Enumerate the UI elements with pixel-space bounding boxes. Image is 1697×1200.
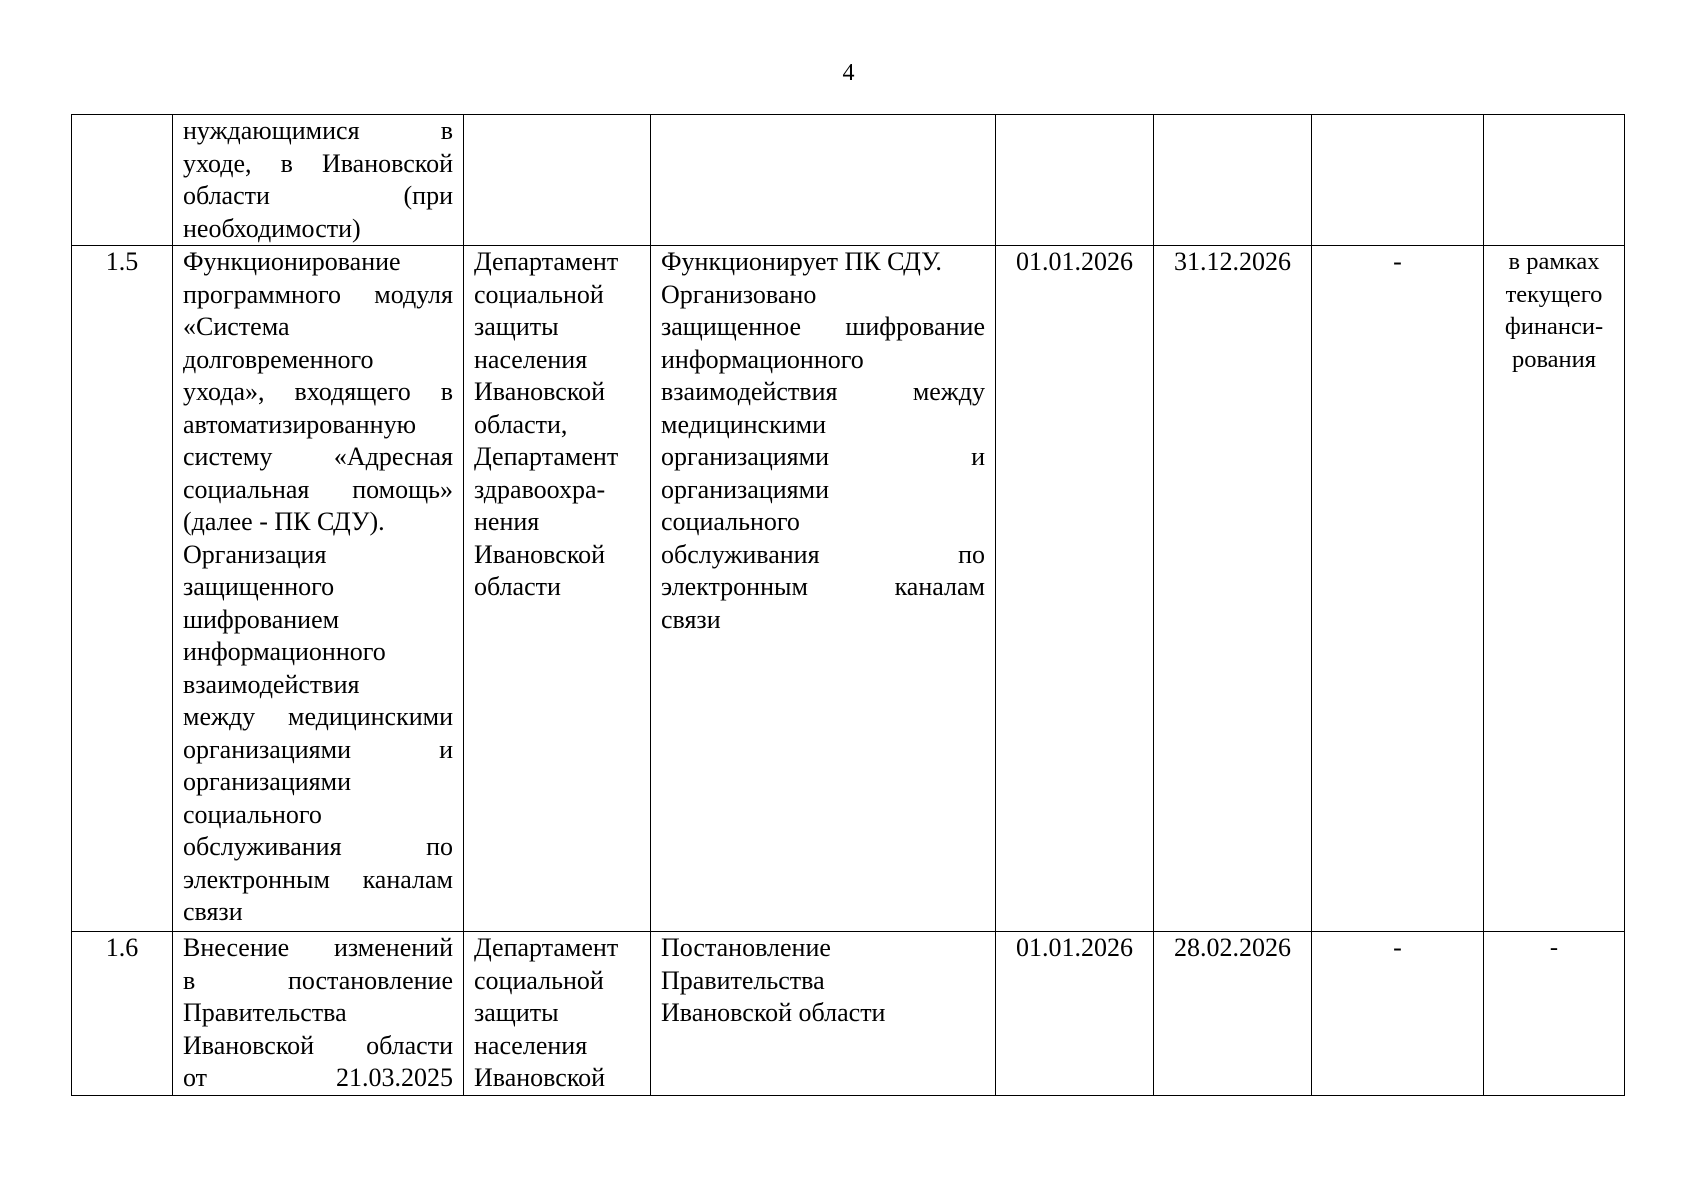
expected-result-cell-line: Ивановской области <box>661 998 886 1027</box>
measure-description-cell-line: необходимости) <box>183 213 361 243</box>
expected-result-cell-line: информационного <box>661 344 864 374</box>
end-date-cell <box>1154 115 1312 246</box>
expected-result-cell <box>651 932 996 1096</box>
table-row <box>72 246 1625 932</box>
expected-result-cell <box>651 115 996 246</box>
measure-description-cell-line: уходе, в Ивановской <box>183 148 453 178</box>
funding-source-cell <box>1484 246 1625 932</box>
measure-description-cell-line: систему «Адресная <box>183 442 453 471</box>
expected-result-cell-line: медицинскими <box>661 409 826 439</box>
measure-description-cell-line: организациями <box>183 767 351 796</box>
measure-description-cell-line: между медицинскими <box>183 702 453 731</box>
measure-description-cell-line: автоматизированную <box>183 409 417 439</box>
measure-description-cell-line: (далее - ПК СДУ). <box>183 507 385 536</box>
measure-description-cell <box>173 932 464 1096</box>
responsible-executor-cell-line: Ивановской <box>474 539 606 569</box>
page-number: 4 <box>842 60 855 86</box>
funding-source-cell-line: текущего <box>1505 280 1603 308</box>
measure-description-cell <box>173 246 464 932</box>
measure-description-cell-line: Внесение изменений <box>183 933 453 962</box>
measure-description-cell-line: от 21.03.2025 <box>183 1063 453 1092</box>
table-row <box>72 115 1625 246</box>
measure-description-cell-line: шифрованием <box>183 604 340 634</box>
expected-result-cell-line: обслуживания по <box>661 539 985 569</box>
responsible-executor-cell-line: Ивановской <box>474 1063 606 1092</box>
expected-result-cell-line: организациями <box>661 474 829 504</box>
measure-description-cell-line: области (при <box>183 181 453 210</box>
row-number-cell: 1.5 <box>72 246 173 932</box>
responsible-executor-cell-line: защиты <box>474 998 559 1027</box>
measure-description-cell-line: «Система <box>183 312 290 341</box>
measure-description-cell-line: Функционирование <box>183 247 401 276</box>
measures-table <box>71 114 1625 1096</box>
responsible-executor-cell-line: социальной <box>474 279 604 309</box>
funding-source-cell-line: рования <box>1511 345 1597 373</box>
measure-description-cell-line: программного модуля <box>183 279 453 309</box>
expected-result-cell-line: социального <box>661 507 800 536</box>
responsible-executor-cell-line: защиты <box>474 312 559 341</box>
expected-result-cell-line: Постановление <box>661 933 831 962</box>
measure-description-cell-line: информационного <box>183 637 386 666</box>
funding-amount-cell <box>1312 115 1484 246</box>
responsible-executor-cell-line: здравоохра- <box>474 474 606 504</box>
funding-source-cell-line: финанси- <box>1504 313 1604 340</box>
measure-description-cell-line: обслуживания по <box>183 832 453 861</box>
measure-description-cell-line: организациями и <box>183 734 453 764</box>
responsible-executor-cell-line: населения <box>474 1030 588 1060</box>
expected-result-cell-line: защищенное шифрование <box>661 312 985 341</box>
expected-result-cell-line: Функционирует ПК СДУ. <box>661 247 942 276</box>
start-date-cell: 01.01.2026 <box>996 246 1154 932</box>
funding-source-cell-line: в рамках <box>1508 248 1600 275</box>
responsible-executor-cell <box>464 246 651 932</box>
measure-description-cell-line: долговременного <box>183 344 374 374</box>
funding-source-cell <box>1484 932 1625 1096</box>
measure-description-cell-line: связи <box>183 897 243 926</box>
expected-result-cell <box>651 246 996 932</box>
table-row <box>72 932 1625 1096</box>
responsible-executor-cell-line: Ивановской <box>474 377 606 406</box>
measure-description-cell-line: защищенного <box>183 572 335 601</box>
expected-result-cell-line: Организовано <box>661 279 817 309</box>
funding-amount-cell: - <box>1312 932 1484 1096</box>
measure-description-cell-line: электронным каналам <box>183 864 453 894</box>
responsible-executor-cell-line: области, <box>474 409 568 439</box>
expected-result-cell-line: связи <box>661 604 721 634</box>
end-date-cell: 31.12.2026 <box>1154 246 1312 932</box>
funding-amount-cell: - <box>1312 246 1484 932</box>
start-date-cell: 01.01.2026 <box>996 932 1154 1096</box>
row-number-cell: 1.6 <box>72 932 173 1096</box>
measure-description-cell-line: социального <box>183 799 322 829</box>
expected-result-cell-line: организациями и <box>661 442 985 471</box>
measure-description-cell-line: взаимодействия <box>183 669 360 699</box>
start-date-cell <box>996 115 1154 246</box>
measure-description-cell-line: Ивановской области <box>183 1030 453 1060</box>
responsible-executor-cell-line: области <box>474 572 561 601</box>
measure-description-cell-line: ухода», входящего в <box>183 377 453 406</box>
measure-description-cell-line: нуждающимися в <box>183 116 453 145</box>
expected-result-cell-line: Правительства <box>661 965 825 995</box>
responsible-executor-cell-line: Департамент <box>474 933 619 962</box>
table-body <box>72 115 1625 1096</box>
responsible-executor-cell <box>464 115 651 246</box>
expected-result-cell-line: взаимодействия между <box>661 377 985 406</box>
measure-description-cell-line: в постановление <box>183 965 453 995</box>
measure-description-cell-line: социальная помощь» <box>183 474 453 504</box>
responsible-executor-cell-line: социальной <box>474 965 604 995</box>
row-number-cell <box>72 115 173 246</box>
funding-source-cell-line: - <box>1549 934 1559 961</box>
responsible-executor-cell-line: населения <box>474 344 588 374</box>
measure-description-cell-line: Организация <box>183 539 327 569</box>
end-date-cell: 28.02.2026 <box>1154 932 1312 1096</box>
funding-source-cell <box>1484 115 1625 246</box>
responsible-executor-cell <box>464 932 651 1096</box>
measure-description-cell-line: Правительства <box>183 998 347 1027</box>
responsible-executor-cell-line: Департамент <box>474 442 619 471</box>
responsible-executor-cell-line: нения <box>474 507 540 536</box>
expected-result-cell-line: электронным каналам <box>661 572 985 601</box>
responsible-executor-cell-line: Департамент <box>474 247 619 276</box>
measure-description-cell <box>173 115 464 246</box>
